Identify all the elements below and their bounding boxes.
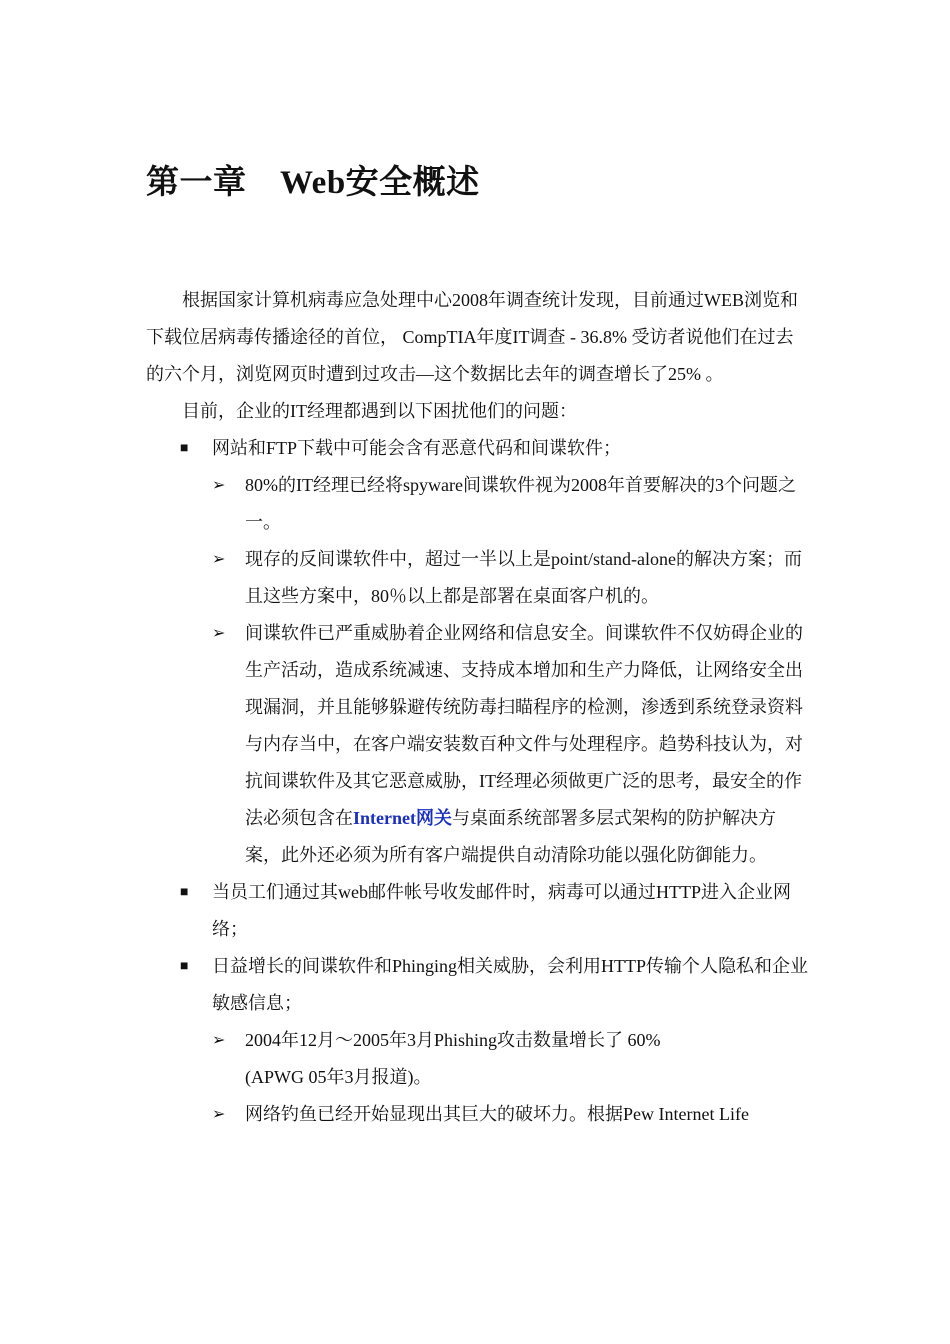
list-item-text: 日益增长的间谍软件和Phinging相关威胁，会利用HTTP传输个人隐私和企业敏感信息； bbox=[212, 956, 809, 1013]
arrow-bullet-icon: ➢ bbox=[212, 551, 226, 568]
arrow-bullet-icon: ➢ bbox=[212, 1106, 226, 1123]
sub-item-text: 现存的反间谍软件中，超过一半以上是point/stand-alone的解决方案；而且这些方案中，80％以上都是部署在桌面客户机的。 bbox=[245, 549, 802, 606]
list-item-malicious-downloads bbox=[146, 430, 808, 467]
sub-item-spyware-priority bbox=[146, 467, 808, 541]
sub-item-text: 网络钓鱼已经开始显现出其巨大的破坏力。根据Pew Internet Life bbox=[245, 1104, 749, 1124]
sub-item-phishing-growth bbox=[146, 1022, 808, 1096]
square-bullet-icon: ■ bbox=[180, 959, 189, 974]
square-bullet-icon: ■ bbox=[180, 441, 189, 456]
sub-item-text: 2004年12月～2005年3月Phishing攻击数量增长了 60% bbox=[245, 1030, 661, 1050]
sub-item-phishing-damage bbox=[146, 1096, 808, 1133]
body-text bbox=[146, 282, 808, 1133]
arrow-bullet-icon: ➢ bbox=[212, 1032, 226, 1049]
sub-item-text: 80%的IT经理已经将spyware间谍软件视为2008年首要解决的3个问题之一。 bbox=[245, 475, 796, 532]
arrow-bullet-icon: ➢ bbox=[212, 625, 226, 642]
list-item-text: 网站和FTP下载中可能会含有恶意代码和间谍软件； bbox=[212, 438, 622, 458]
sub-item-source: (APWG 05年3月报道)。 bbox=[245, 1067, 432, 1087]
list-item-web-mail bbox=[146, 874, 808, 948]
intro-paragraph: 根据国家计算机病毒应急处理中心2008年调查统计发现，目前通过WEB浏览和下载位居病毒传播途径的首位， CompTIA年度IT调查 - 36.8% 受访者说他们在过去的六个月，浏览网页时遭到过攻击—这个数据比去年的调查增长了25% 。 bbox=[146, 290, 798, 384]
sub-item-standalone-solutions bbox=[146, 541, 808, 615]
chapter-title: 第一章 Web安全概述 bbox=[146, 165, 480, 201]
problems-intro: 目前，企业的IT经理都遇到以下困扰他们的问题： bbox=[182, 401, 577, 421]
sub-item-text-before: 间谍软件已严重威胁着企业网络和信息安全。间谍软件不仅妨碍企业的生产活动，造成系统减速、支持成本增加和生产力降低，让网络安全出现漏洞，并且能够躲避传统防毒扫瞄程序的检测，渗透到系统登录资料与内存当中，在客户端安装数百种文件与处理程序。趋势科技认为，对抗间谍软件及其它恶意威胁，IT经理必须做更广泛的思考，最安全的作法必须包含在 bbox=[245, 623, 803, 828]
internet-gateway-link[interactable]: Internet网关 bbox=[353, 808, 452, 828]
arrow-bullet-icon: ➢ bbox=[212, 477, 226, 494]
list-item-phishing-threats bbox=[146, 948, 808, 1022]
sub-item-text-after: 与桌面系统部署多层式架构的防护解决方案，此外还必须为所有客户端提供自动清除功能以强化防御能力。 bbox=[245, 808, 776, 865]
square-bullet-icon: ■ bbox=[180, 885, 189, 900]
sub-item-spyware-threat bbox=[146, 615, 808, 874]
list-item-text: 当员工们通过其web邮件帐号收发邮件时，病毒可以通过HTTP进入企业网络； bbox=[212, 882, 791, 939]
